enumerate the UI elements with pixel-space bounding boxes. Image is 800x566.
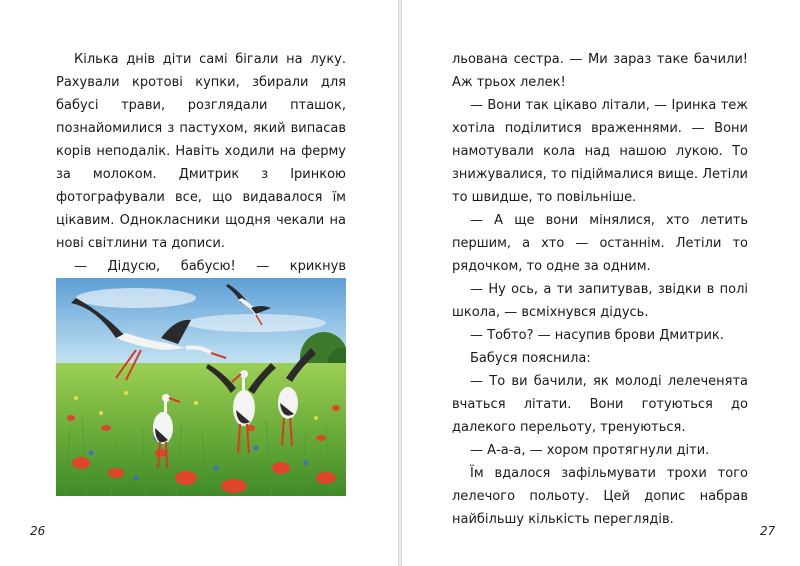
paragraph: — То ви бачили, як молоді лелеченята вчаться літати. Вони готуються до далекого перельоту, тренуються. [452,374,748,435]
paragraph: Бабуся пояснила: [470,351,591,366]
right-page-text [452,48,748,531]
storks-illustration [56,278,346,496]
paragraph: — Ну ось, а ти запитував, звідки в полі школа, — всміхнувся дідусь. [452,282,748,320]
paragraph: — А-а-а, — хором протягнули діти. [470,443,710,458]
paragraph: — Дідусю, бабусю! — крикнув [74,259,346,274]
paragraph: льована сестра. — Ми зараз таке бачили! Аж трьох лелек! [452,52,748,90]
storks-meadow-picture [56,278,346,496]
paragraph: Їм вдалося зафільмувати трохи того лелечого польоту. Цей допис набрав найбільшу кількість переглядів. [452,466,748,527]
paragraph: — Тобто? — насупив брови Дмитрик. [470,328,724,343]
paragraph: — А ще вони мінялися, хто летить першим, а хто — останнім. Летіли то рядочком, то одне за одним. [452,213,748,274]
page-number: 27 [760,524,776,538]
right-page [402,0,800,566]
cloud [186,314,326,332]
page-number: 26 [30,524,46,538]
cloud [76,288,196,308]
paragraph: — Вони так цікаво літали, — Іринка теж хотіла поділитися враженнями. — Вони намотували кола над нашою лукою. То знижувалися, то підіймалися вище. Летіли то швидше, то повільніше. [452,98,748,205]
paragraph: Кілька днів діти самі бігали на луку. Рахували кротові купки, збирали для бабусі трави, розглядали пташок, познайомилися з пастухом, який випасав корів неподалік. Навіть ходили на ферму за молоком. Дмитрик з Іринкою фотографували все, що видавалося їм цікавим. Однокласники щодня чекали на нові світлини та дописи. [56,52,346,251]
left-page [0,0,398,566]
